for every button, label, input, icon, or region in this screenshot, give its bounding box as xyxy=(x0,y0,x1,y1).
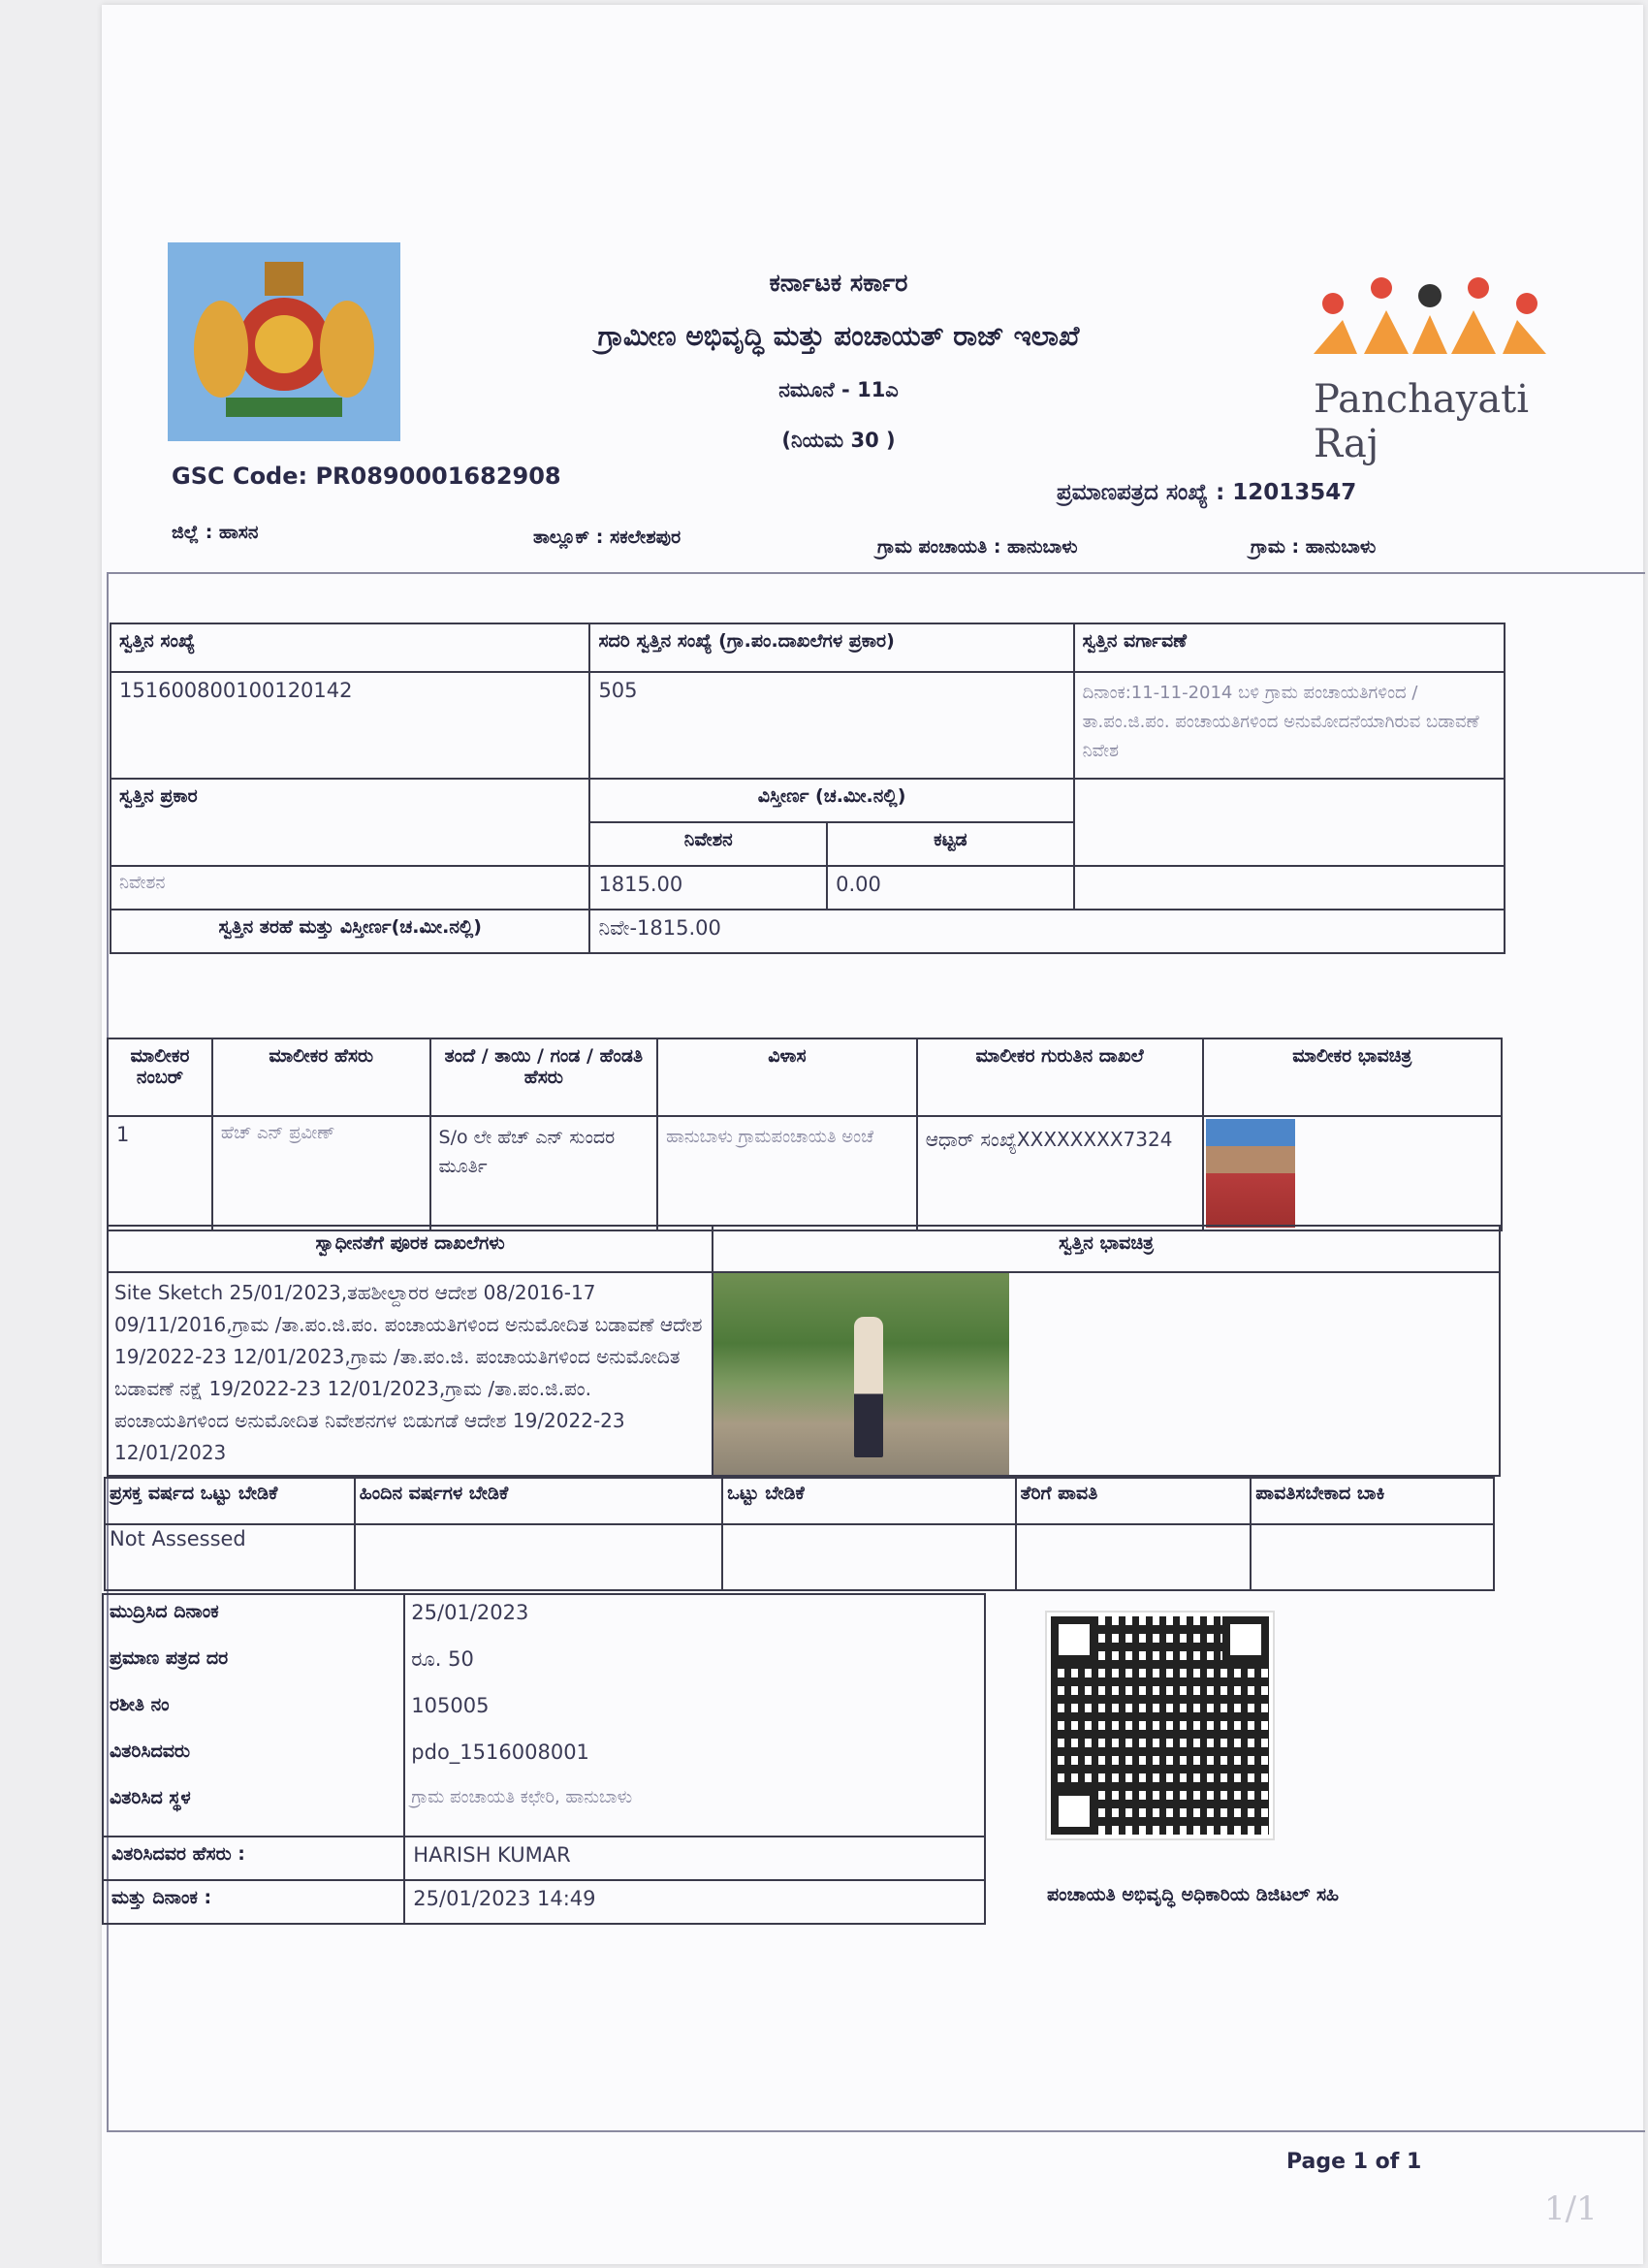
h-owner-relation: ತಂದೆ / ತಾಯಿ / ಗಂಡ / ಹೆಂಡತಿ ಹೆಸರು xyxy=(430,1038,658,1116)
issuer-name: HARISH KUMAR xyxy=(404,1837,985,1880)
site-photo xyxy=(713,1273,1009,1475)
h-receipt-number: ರಶೀತಿ ನಂ xyxy=(110,1694,170,1715)
property-transfer: ದಿನಾಂಕ:11-11-2014 ಬಳಿ ಗ್ರಾಮ ಪಂಚಾಯತಿಗಳಿಂದ /ತಾ.ಪಂ.ಜಿ.ಪಂ. ಪಂಚಾಯತಿಗಳಿಂದ ಅನುಮೋದನೆಯಾಗಿರುವ ಬಡಾವಣೆ ನಿವೇಶ xyxy=(1074,672,1505,779)
h-issuer-name: ವಿತರಿಸಿದವರ ಹೆಸರು : xyxy=(103,1837,404,1880)
site-area: 1815.00 xyxy=(589,866,827,910)
h-owner-address: ವಿಳಾಸ xyxy=(657,1038,917,1116)
supporting-documents: Site Sketch 25/01/2023,ತಹಶೀಲ್ದಾರರ ಆದೇಶ 08/2016-17 09/11/2016,ಗ್ರಾಮ /ತಾ.ಪಂ.ಜಿ.ಪಂ. ಪಂಚಾಯತಿಗಳಿಂದ ಅನುಮೋದಿತ ಬಡಾವಣೆ ಆದೇಶ 19/2022-23 12/01/2023,ಗ್ರಾಮ /ತಾ.ಪಂ.ಜಿ. ಪಂಚಾಯತಿಗಳಿಂದ ಅನುಮೋದಿತ ಬಡಾವಣೆ ನಕ್ಷೆ 19/2022-23 12/01/2023,ಗ್ರಾಮ /ತಾ.ಪಂ.ಜಿ.ಪಂ. ಪಂಚಾಯತಿಗಳಿಂದ ಅನುಮೋದಿತ ನಿವೇಶನಗಳ ಬಿಡುಗಡೆ ಆದೇಶ 19/2022-23 12/01/2023 xyxy=(108,1272,713,1476)
karnataka-emblem xyxy=(168,242,400,441)
table-row xyxy=(108,1116,1502,1230)
h-owner-name: ಮಾಲೀಕರ ಹೆಸರು xyxy=(212,1038,430,1116)
property-type: ನಿವೇಶನ xyxy=(111,866,589,910)
certificate-fee: ರೂ. 50 xyxy=(411,1647,474,1671)
owner-id: ಆಧಾರ್ ಸಂಖ್ಯೆXXXXXXXX7324 xyxy=(917,1116,1203,1230)
h-issued-by: ವಿತರಿಸಿದವರು xyxy=(110,1741,191,1762)
print-date: 25/01/2023 xyxy=(411,1601,529,1624)
owner-photo-cell xyxy=(1203,1116,1502,1230)
h-owner-photo: ಮಾಲೀಕರ ಭಾವಚಿತ್ರ xyxy=(1203,1038,1502,1116)
owner-name: ಹೆಚ್ ಎನ್ ಪ್ರವೀಣ್ xyxy=(212,1116,430,1230)
h-total-demand: ಒಟ್ಟು ಬೇಡಿಕೆ xyxy=(722,1478,1016,1524)
owner-number: 1 xyxy=(108,1116,212,1230)
owner-photo xyxy=(1206,1119,1295,1228)
person-figure xyxy=(854,1317,883,1457)
documents-table xyxy=(107,1225,1501,1477)
h-owner-number: ಮಾಲೀಕರ ನಂಬರ್ xyxy=(108,1038,212,1116)
tax-table xyxy=(104,1477,1495,1591)
district: ಜಿಲ್ಲೆ : ಹಾಸನ xyxy=(172,522,259,543)
property-nature: ನಿವೇ-1815.00 xyxy=(589,910,1505,953)
panchayati-raj-logo xyxy=(1304,267,1556,466)
gsc-code: GSC Code: PR0890001682908 xyxy=(172,463,561,490)
h-sadari-number: ಸದರಿ ಸ್ವತ್ತಿನ ಸಂಖ್ಯೆ (ಗ್ರಾ.ಪಂ.ದಾಖಲೆಗಳ ಪ್ರಕಾರ) xyxy=(589,623,1073,672)
h-site: ನಿವೇಶನ xyxy=(589,822,827,866)
h-current-demand: ಪ್ರಸಕ್ತ ವರ್ಷದ ಒಟ್ಟು ಬೇಡಿಕೆ xyxy=(105,1478,355,1524)
document-page xyxy=(102,5,1643,2264)
govt-title: ಕರ್ನಾಟಕ ಸರ್ಕಾರ xyxy=(769,269,908,297)
h-owner-id: ಮಾಲೀಕರ ಗುರುತಿನ ದಾಖಲೆ xyxy=(917,1038,1203,1116)
h-previous-demand: ಹಿಂದಿನ ವರ್ಷಗಳ ಬೇಡಿಕೆ xyxy=(355,1478,722,1524)
owner-address: ಹಾನುಬಾಳು ಗ್ರಾಮಪಂಚಾಯತಿ ಅಂಚೆ xyxy=(657,1116,917,1230)
form-number: ನಮೂನೆ - 11ಎ xyxy=(778,378,899,401)
logo-text: Panchayati Raj xyxy=(1314,377,1530,466)
empty-cell xyxy=(1074,866,1505,910)
taluk: ತಾಲ್ಲೂಕ್ : ಸಕಲೇಶಪುರ xyxy=(533,527,681,548)
total-demand xyxy=(722,1524,1016,1590)
property-table xyxy=(110,623,1505,954)
issue-place: ಗ್ರಾಮ ಪಂಚಾಯತಿ ಕಛೇರಿ, ಹಾನುಬಾಳು xyxy=(411,1787,633,1807)
h-issue-place: ವಿತರಿಸಿದ ಸ್ಥಳ xyxy=(110,1787,191,1808)
owner-relation: S/o ಲೇ ಹೆಚ್ ಎನ್ ಸುಂದರ ಮೂರ್ತಿ xyxy=(430,1116,658,1230)
tax-paid xyxy=(1016,1524,1252,1590)
property-number: 151600800100120142 xyxy=(111,672,589,779)
previous-demand xyxy=(355,1524,722,1590)
issued-by: pdo_1516008001 xyxy=(411,1741,589,1764)
qr-code xyxy=(1047,1613,1273,1838)
h-property-nature: ಸ್ವತ್ತಿನ ತರಹೆ ಮತ್ತು ವಿಸ್ತೀರ್ಣ(ಚ.ಮೀ.ನಲ್ಲಿ) xyxy=(111,910,589,953)
h-area: ವಿಸ್ತೀರ್ಣ (ಚ.ಮೀ.ನಲ್ಲಿ) xyxy=(589,779,1073,822)
h-tax-paid: ತೆರಿಗೆ ಪಾವತಿ xyxy=(1016,1478,1252,1524)
h-property-type: ಸ್ವತ್ತಿನ ಪ್ರಕಾರ xyxy=(111,779,589,866)
h-issue-date: ಮತ್ತು ದಿನಾಂಕ : xyxy=(103,1880,404,1924)
issue-values xyxy=(404,1594,985,1837)
receipt-number: 105005 xyxy=(411,1694,490,1717)
certificate-number: ಪ್ರಮಾಣಪತ್ರದ ಸಂಖ್ಯೆ : 12013547 xyxy=(1057,480,1357,505)
sadari-number: 505 xyxy=(589,672,1073,779)
page-number: Page 1 of 1 xyxy=(1286,2150,1422,2174)
page-stamp: 1/1 xyxy=(1544,2189,1598,2228)
h-supporting-documents: ಸ್ವಾಧೀನತೆಗೆ ಪೂರಕ ದಾಖಲೆಗಳು xyxy=(108,1226,713,1272)
current-demand: Not Assessed xyxy=(105,1524,355,1590)
h-print-date: ಮುದ್ರಿಸಿದ ದಿನಾಂಕ xyxy=(110,1601,219,1622)
village: ಗ್ರಾಮ : ಹಾನುಬಾಳು xyxy=(1251,536,1377,558)
h-balance-due: ಪಾವತಿಸಬೇಕಾದ ಬಾಕಿ xyxy=(1251,1478,1494,1524)
department-title: ಗ್ರಾಮೀಣ ಅಭಿವೃದ್ಧಿ ಮತ್ತು ಪಂಚಾಯತ್ ರಾಜ್ ಇಲಾಖೆ xyxy=(597,320,1080,352)
issue-labels xyxy=(103,1594,404,1837)
rule-number: (ನಿಯಮ 30 ) xyxy=(781,429,896,452)
balance-due xyxy=(1251,1524,1494,1590)
building-area: 0.00 xyxy=(827,866,1074,910)
empty-cell xyxy=(1074,779,1505,866)
owners-table xyxy=(107,1038,1503,1231)
h-certificate-fee: ಪ್ರಮಾಣ ಪತ್ರದ ದರ xyxy=(110,1647,229,1669)
issue-date: 25/01/2023 14:49 xyxy=(404,1880,985,1924)
h-property-number: ಸ್ವತ್ತಿನ ಸಂಖ್ಯೆ xyxy=(111,623,589,672)
h-site-photo: ಸ್ವತ್ತಿನ ಭಾವಚಿತ್ರ xyxy=(713,1226,1500,1272)
site-photo-cell xyxy=(713,1272,1500,1476)
digital-signature-label: ಪಂಚಾಯತಿ ಅಭಿವೃದ್ಧಿ ಅಧಿಕಾರಿಯ ಡಿಜಿಟಲ್ ಸಹಿ xyxy=(1047,1884,1340,1905)
issue-table xyxy=(102,1593,986,1925)
gram-panchayat: ಗ್ರಾಮ ಪಂಚಾಯತಿ : ಹಾನುಬಾಳು xyxy=(877,536,1078,558)
h-property-transfer: ಸ್ವತ್ತಿನ ವರ್ಗಾವಣೆ xyxy=(1074,623,1505,672)
h-building: ಕಟ್ಟಡ xyxy=(827,822,1074,866)
